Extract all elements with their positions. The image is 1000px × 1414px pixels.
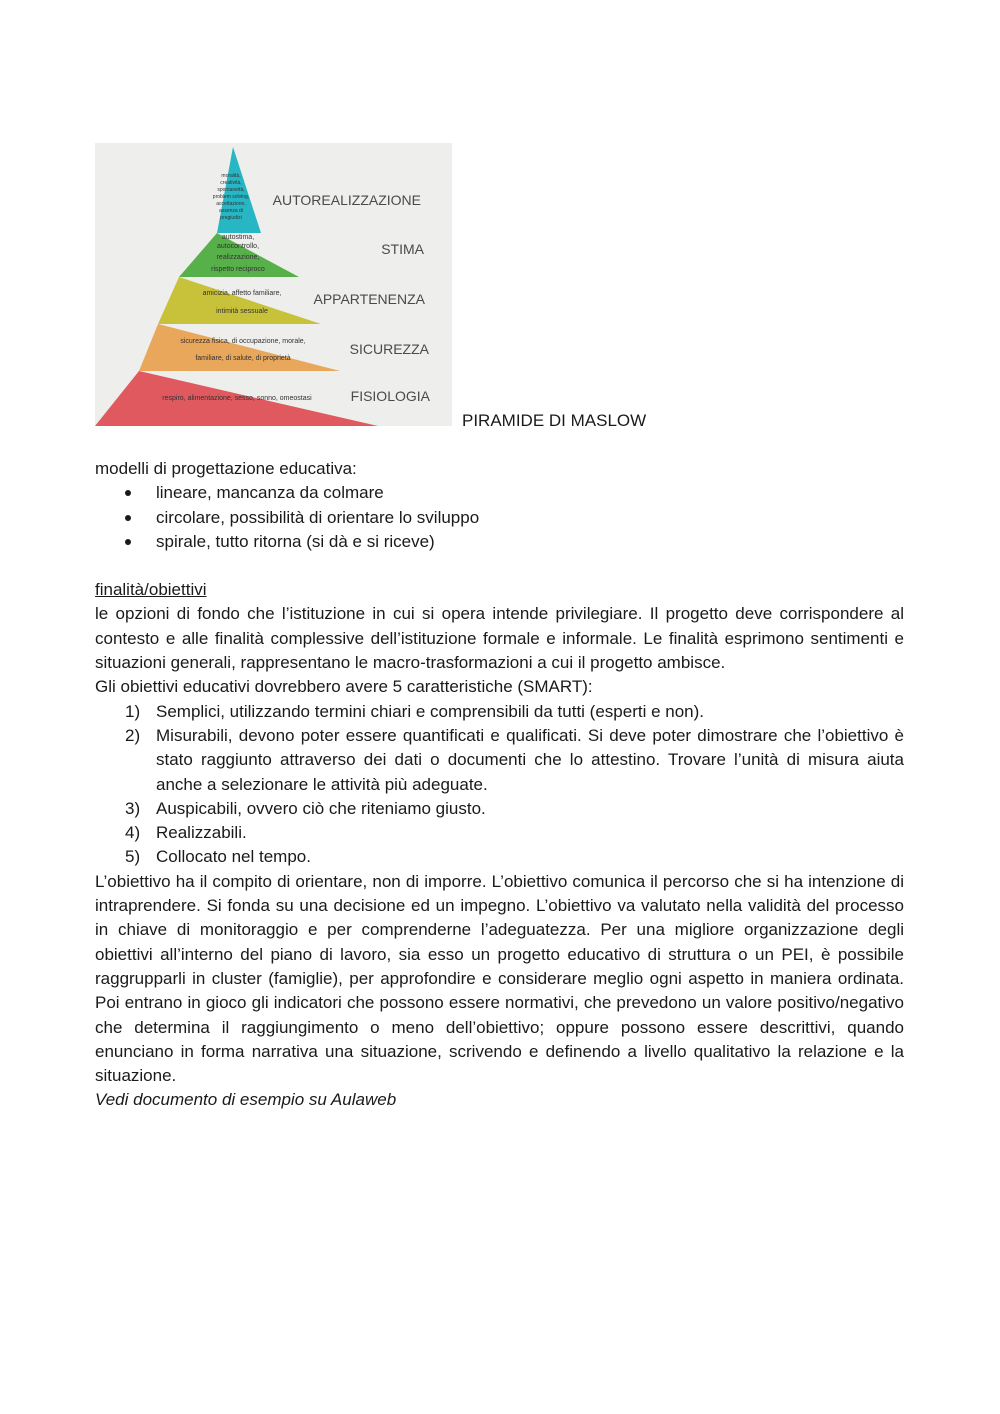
level-1-line-5: accettazione, <box>216 201 246 207</box>
goals-heading: finalità/obiettivi <box>95 580 207 600</box>
figure-caption: PIRAMIDE DI MASLOW <box>462 411 647 430</box>
list-item: lineare, mancanza da colmare <box>95 481 904 505</box>
list-item: 1) Semplici, utilizzando termini chiari e comprensibili da tutti (esperti e non). <box>125 701 705 721</box>
level-1-line-3: spontaneità, <box>217 187 245 193</box>
models-intro: modelli di progettazione educativa: <box>95 459 357 478</box>
list-item: 2) Misurabili, devono poter essere quantificati e qualificati. Si deve poter dimostrare che l’obiettivo è stato raggiunto attraverso dei dati o documenti che lo attestino. Trovare l’unità di misura aiuta anche a selezionare le attività più adeguate. <box>125 725 904 794</box>
bullet-icon <box>125 490 131 496</box>
list-item: circolare, possibilità di orientare lo sviluppo <box>95 506 904 530</box>
models-list <box>95 481 904 554</box>
pyramid-level-4 <box>139 324 340 371</box>
level-1-line-7: pregiudizi <box>220 215 242 221</box>
level-2-line-4: rispetto reciproco <box>211 266 265 273</box>
bullet-icon <box>125 515 131 521</box>
level-name-sicurezza: SICUREZZA <box>349 341 429 357</box>
level-name-stima: STIMA <box>381 241 424 257</box>
smart-list <box>95 700 904 870</box>
level-name-fisiologia: FISIOLOGIA <box>350 388 430 404</box>
level-1-line-4: problem solving, <box>212 194 250 200</box>
level-3-line-2: intimità sessuale <box>216 308 268 315</box>
document-body <box>95 457 904 1113</box>
list-item: 4) Realizzabili. <box>125 823 247 843</box>
level-name-autorealizzazione: AUTOREALIZZAZIONE <box>272 192 421 208</box>
reference-note: Vedi documento di esempio su Aulaweb <box>95 1090 397 1110</box>
level-2-line-1: autostima, <box>221 234 255 241</box>
maslow-pyramid-figure <box>95 143 452 426</box>
level-1-line-2: creatività, <box>220 180 242 186</box>
list-item: spirale, tutto ritorna (si dà e si riceve) <box>95 530 904 554</box>
goals-paragraph: le opzioni di fondo che l’istituzione in cui si opera intende privilegiare. Il progetto deve corrispondere al contesto e alle finalità complessive dell’istituzione formale e informale. Le finalità esprimono sentimenti e situazioni generali, rappresentano le macro-trasformazioni a cui il progetto ambisce. <box>95 604 904 673</box>
level-1-line-1: moralità, <box>221 173 241 179</box>
closing-paragraph: L’obiettivo ha il compito di orientare, non di imporre. L’obiettivo comunica il percorso che si ha intenzione di intraprendere. Si fonda su una decisione ed un impegno. L’obiettivo va valutato nella validità del processo in chiave di monitoraggio e per comprenderne l’adeguatezza. Per una migliore organizzazione degli obiettivi all’interno del piano di lavoro, sia esso un progetto educativo di struttura o un PEI, è possibile raggrupparli in cluster (famiglie), per approfondire e considerare meglio ogni aspetto in maniera ordinata. Poi entrano in gioco gli indicatori che possono essere normativi, che prevedono un valore positivo/negativo che determina il raggiungimento o meno dell’obiettivo; oppure possono essere descrittivi, quando enunciano in forma narrativa una situazione, scrivendo e definendo a livello qualitativo la relazione e la situazione. <box>95 871 904 1086</box>
maslow-pyramid-chart <box>95 143 452 426</box>
level-5-line-1: respiro, alimentazione, sesso, sonno, omeostasi <box>162 395 312 402</box>
level-1-line-6: assenza di <box>219 208 243 214</box>
list-item: 3) Auspicabili, ovvero ciò che riteniamo giusto. <box>125 798 486 818</box>
level-name-appartenenza: APPARTENENZA <box>313 291 425 307</box>
level-4-line-1: sicurezza fisica, di occupazione, morale, <box>180 338 306 345</box>
pyramid-level-3 <box>158 277 321 324</box>
level-3-line-1: amicizia, affetto familiare, <box>202 290 282 297</box>
list-item: 5) Collocato nel tempo. <box>125 847 311 867</box>
smart-intro: Gli obiettivi educativi dovrebbero avere 5 caratteristiche (SMART): <box>95 677 593 697</box>
level-2-line-2: autocontrollo, <box>216 243 260 250</box>
level-2-line-3: realizzazione, <box>216 254 260 261</box>
bullet-icon <box>125 539 131 545</box>
level-4-line-2: familiare, di salute, di proprietà <box>195 355 291 362</box>
